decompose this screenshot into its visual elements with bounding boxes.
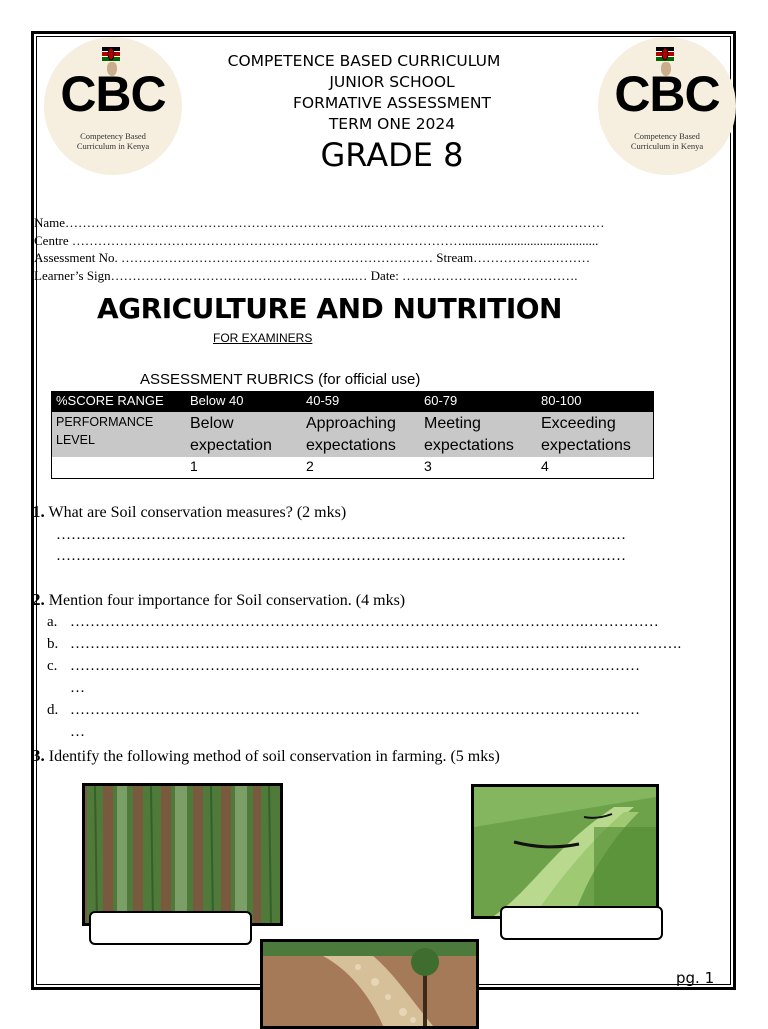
rubric-header-cell: 40-59 (302, 392, 420, 412)
document-header (0, 51, 768, 175)
rubric-header-cell: 80-100 (537, 392, 653, 412)
rubric-level-row (52, 412, 653, 457)
question-number: 2. (32, 590, 45, 609)
header-line-3: FORMATIVE ASSESSMENT (292, 94, 491, 112)
question-text: What are Soil conservation measures? (2 mks) (48, 504, 347, 521)
logo-tagline-1: Competency Based (80, 131, 146, 141)
rubric-number-cell: 3 (420, 457, 537, 478)
rubric-number-cell (52, 457, 186, 478)
question-number: 3. (32, 746, 45, 765)
rubric-number-cell: 4 (537, 457, 653, 478)
logo-tagline-2: Curriculum in Kenya (630, 141, 704, 151)
rubric-header-cell: Below 40 (186, 392, 302, 412)
question-3 (32, 746, 500, 766)
rubric-number-cell: 1 (186, 457, 302, 478)
answer-line[interactable]: …………………………………………………………………………………………………… (56, 527, 626, 543)
rubric-number-row (52, 457, 653, 478)
question-text: Mention four importance for Soil conservation. (4 mks) (48, 592, 406, 609)
rubric-level-cell: Meeting expectations (420, 412, 537, 457)
name-field: Name……………………………………………………………..……………………………………………… (34, 215, 605, 230)
rubric-level-cell: Approaching expectations (302, 412, 420, 457)
answer-box-photo-1[interactable] (89, 911, 252, 945)
answer-line-tail: … (70, 724, 85, 740)
question-number: 1. (32, 502, 45, 521)
mulch-path-image (263, 942, 476, 1026)
centre-field: Centre ……………………………………………………………………………….......................................... (34, 233, 599, 248)
question-1 (32, 502, 346, 522)
photo-mulch-path (260, 939, 479, 1029)
photo-crop-rows (82, 783, 283, 926)
assessment-rubric-table (52, 392, 653, 478)
rubric-header-row (52, 392, 653, 412)
subject-title: AGRICULTURE AND NUTRITION (97, 292, 562, 325)
performance-level-label: PERFORMANCE LEVEL (52, 412, 186, 457)
question-text: Identify the following method of soil conservation in farming. (5 mks) (48, 748, 500, 765)
answer-line[interactable]: …………………………………………………………………………………………………… (56, 548, 626, 564)
page-number: pg. 1 (676, 969, 715, 987)
logo-text: CBC (614, 66, 720, 122)
answer-line[interactable]: ………………………………………………………………………………………….…………… (70, 614, 659, 630)
question-2 (32, 590, 405, 610)
rubric-header-cell: 60-79 (420, 392, 537, 412)
logo-tagline-2: Curriculum in Kenya (76, 141, 150, 151)
photo-contour-field (471, 784, 659, 919)
rubric-level-cell: Below expectation (186, 412, 302, 457)
sign-date-field: Learner’s Sign………………………………………………...… Date: ……………….…………………. (34, 268, 578, 283)
answer-line[interactable]: …………………………………………………………………………………………..………………. (70, 636, 682, 652)
answer-letter: c. (47, 658, 58, 674)
logo-text: CBC (60, 66, 166, 122)
rubric-level-cell: Exceeding expectations (537, 412, 653, 457)
answer-line[interactable]: …………………………………………………………………………………………………… (70, 702, 640, 718)
contour-field-image (474, 787, 656, 916)
answer-box-photo-2[interactable] (500, 906, 663, 940)
answer-letter: d. (47, 702, 59, 718)
rubric-number-cell: 2 (302, 457, 420, 478)
answer-line[interactable]: …………………………………………………………………………………………………… (70, 658, 640, 674)
answer-line-tail: … (70, 680, 85, 696)
header-line-4: TERM ONE 2024 (328, 115, 456, 133)
rubric-header-cell: %SCORE RANGE (52, 392, 186, 412)
rubric-caption: ASSESSMENT RUBRICS (for official use) (140, 371, 421, 388)
answer-letter: a. (47, 614, 58, 630)
assessment-stream-field: Assessment No. ……………………………………………………………… Stream……………………… (34, 250, 591, 265)
for-examiners-label: FOR EXAMINERS (213, 331, 313, 345)
logo-tagline-1: Competency Based (634, 131, 700, 141)
crop-rows-image (85, 786, 280, 923)
grade-title: GRADE 8 (320, 136, 464, 174)
answer-letter: b. (47, 636, 59, 652)
header-line-1: COMPETENCE BASED CURRICULUM (227, 52, 501, 70)
header-line-2: JUNIOR SCHOOL (329, 73, 455, 91)
